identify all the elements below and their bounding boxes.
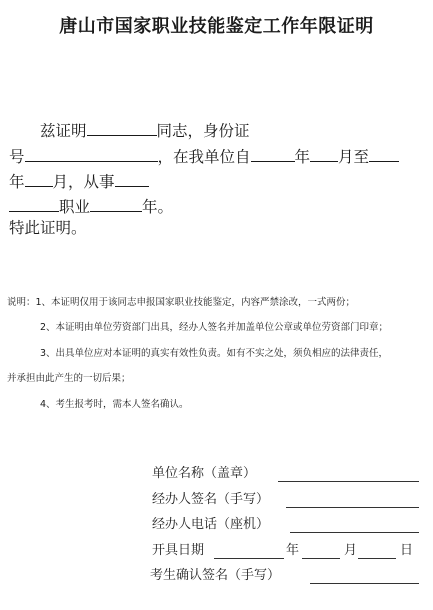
blank-occupation[interactable] xyxy=(9,194,59,212)
body-text: 兹证明 xyxy=(40,122,87,140)
note-3-continued: 并承担由此产生的一切后果； xyxy=(7,373,131,384)
body-text: 同志，身份证 xyxy=(156,122,250,140)
body-line-3 xyxy=(9,169,149,192)
blank-end-month[interactable] xyxy=(25,169,53,187)
body-text: ，在我单位自 xyxy=(157,148,251,166)
field-handler-signature[interactable] xyxy=(286,507,419,508)
document-title: 唐山市国家职业技能鉴定工作年限证明 xyxy=(59,16,374,37)
body-text: 号 xyxy=(9,148,25,166)
body-text: 职业 xyxy=(59,198,91,216)
field-candidate-signature[interactable] xyxy=(310,583,419,584)
label-day: 日 xyxy=(400,543,414,558)
body-text: 年 xyxy=(294,148,311,166)
field-issue-year[interactable] xyxy=(214,558,284,559)
label-handler-signature: 经办人签名（手写） xyxy=(152,492,270,507)
field-handler-phone[interactable] xyxy=(290,532,419,533)
blank-end-year-part[interactable] xyxy=(369,144,399,162)
body-line-1 xyxy=(40,118,250,141)
field-issue-day[interactable] xyxy=(358,558,396,559)
body-line-5: 特此证明。 xyxy=(9,219,87,237)
blank-start-year[interactable] xyxy=(251,144,295,162)
label-candidate-signature: 考生确认签名（手写） xyxy=(150,568,281,583)
body-text: 月至 xyxy=(338,148,370,166)
label-unit-name: 单位名称（盖章） xyxy=(152,466,257,481)
body-line-4 xyxy=(9,194,173,217)
label-handler-phone: 经办人电话（座机） xyxy=(152,517,270,532)
field-issue-month[interactable] xyxy=(302,558,340,559)
blank-start-month[interactable] xyxy=(310,144,338,162)
label-issue-date: 开具日期 xyxy=(152,543,205,558)
note-4: 4、考生报考时，需本人签名确认。 xyxy=(40,399,189,410)
body-line-2 xyxy=(9,144,399,167)
blank-id-number[interactable] xyxy=(25,144,158,162)
body-text: 月，从事 xyxy=(52,173,115,191)
note-2: 2、本证明由单位劳资部门出具，经办人签名并加盖单位公章或单位劳资部门印章； xyxy=(40,322,389,333)
blank-years[interactable] xyxy=(90,194,142,212)
blank-name[interactable] xyxy=(87,118,157,136)
body-text: 年 xyxy=(9,173,25,191)
body-text: 年。 xyxy=(142,198,174,216)
label-month: 月 xyxy=(344,543,358,558)
note-1: 说明：1、本证明仅用于该同志申报国家职业技能鉴定，内容严禁涂改，一式两份； xyxy=(7,297,356,308)
field-unit-name[interactable] xyxy=(278,481,419,482)
blank-work-type[interactable] xyxy=(115,169,149,187)
note-3: 3、出具单位应对本证明的真实有效性负责。如有不实之处，须负相应的法律责任， xyxy=(40,348,389,359)
label-year: 年 xyxy=(286,543,300,558)
